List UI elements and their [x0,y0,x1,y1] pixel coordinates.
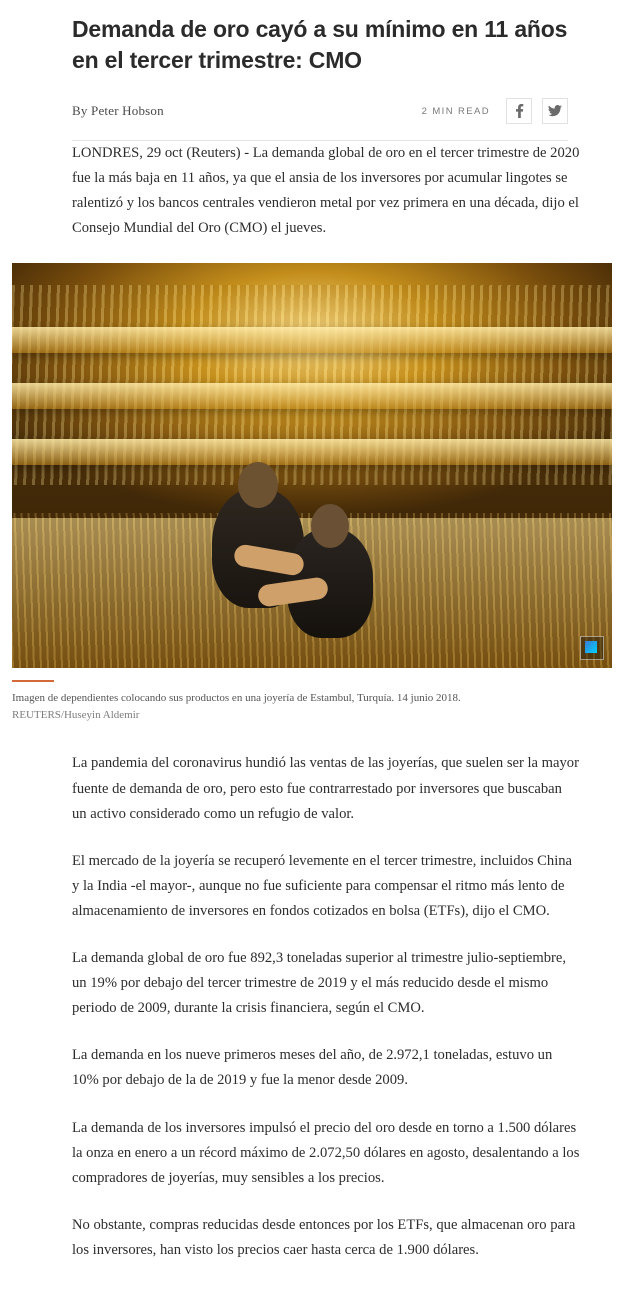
twitter-icon [548,105,562,117]
share-facebook-button[interactable] [506,98,532,124]
byline-row [0,76,640,124]
photo-shelf [12,327,612,353]
paragraph: La demanda de los inversores impulsó el precio del oro desde en torno a 1.500 dólares la onza en enero a un récord máximo de 2.072,50 dólares en agosto, desalentando a los compradores de joyerías, muy sensibles a los precios. [72,1119,580,1186]
paragraph: El mercado de la joyería se recuperó levemente en el tercer trimestre, incluidos China y la India -el mayor-, aunque no fue suficiente para compensar el ritmo más lento de almacenamiento de inversores en fondos cotizados en bolsa (ETFs), dijo el CMO. [72,852,573,919]
article-figure [0,263,640,723]
paragraph: No obstante, compras reducidas desde entonces por los ETFs, que almacenan oro para los inversores, han visto los precios caer hasta cerca de 1.900 dólares. [72,1216,576,1258]
article-body-bottom [0,751,640,1263]
photo-shelf [12,383,612,409]
photo-overlay-badge[interactable] [580,636,604,660]
paragraph: LONDRES, 29 oct (Reuters) - La demanda global de oro en el tercer trimestre de 2020 fue la más baja en 11 años, ya que el ansia de los inversores por acumular lingotes se ralentizó y los bancos centrales vendieron metal por vez primera en una década, dijo el Consejo Mundial del Oro (CMO) el jueves. [72,145,580,237]
figure-caption-block [12,690,612,723]
photo-shelf [12,439,612,465]
paragraph: La pandemia del coronavirus hundió las ventas de las joyerías, que suelen ser la mayor fuente de demanda de oro, pero esto fue contrarrestado por inversores que buscaban un activo considerado como un refugio de valor. [72,755,579,822]
paragraph: La demanda global de oro fue 892,3 toneladas superior al trimestre julio-septiembre, un 19% por debajo del tercer trimestre de 2019 y el más reducido desde el mismo periodo de 2009, durante la crisis financiera, según el CMO. [72,950,566,1017]
page-title: Demanda de oro cayó a su mínimo en 11 años en el tercer trimestre: CMO [72,16,568,74]
author-byline: By Peter Hobson [72,103,164,119]
share-twitter-button[interactable] [542,98,568,124]
article-body-top [0,141,640,241]
paragraph: La demanda en los nueve primeros meses del año, de 2.972,1 toneladas, estuvo un 10% por debajo de la de 2019 y fue la menor desde 2009. [72,1047,553,1089]
article-meta-actions [422,98,568,124]
caption-accent-rule [12,680,54,682]
facebook-icon [515,104,524,118]
article-photo [12,263,612,668]
read-time-label: 2 MIN READ [421,105,490,117]
figure-caption: Imagen de dependientes colocando sus productos en una joyería de Estambul, Turquía. 14 junio 2018. [12,692,461,705]
figure-credit: REUTERS/Huseyin Aldemir [12,708,140,721]
